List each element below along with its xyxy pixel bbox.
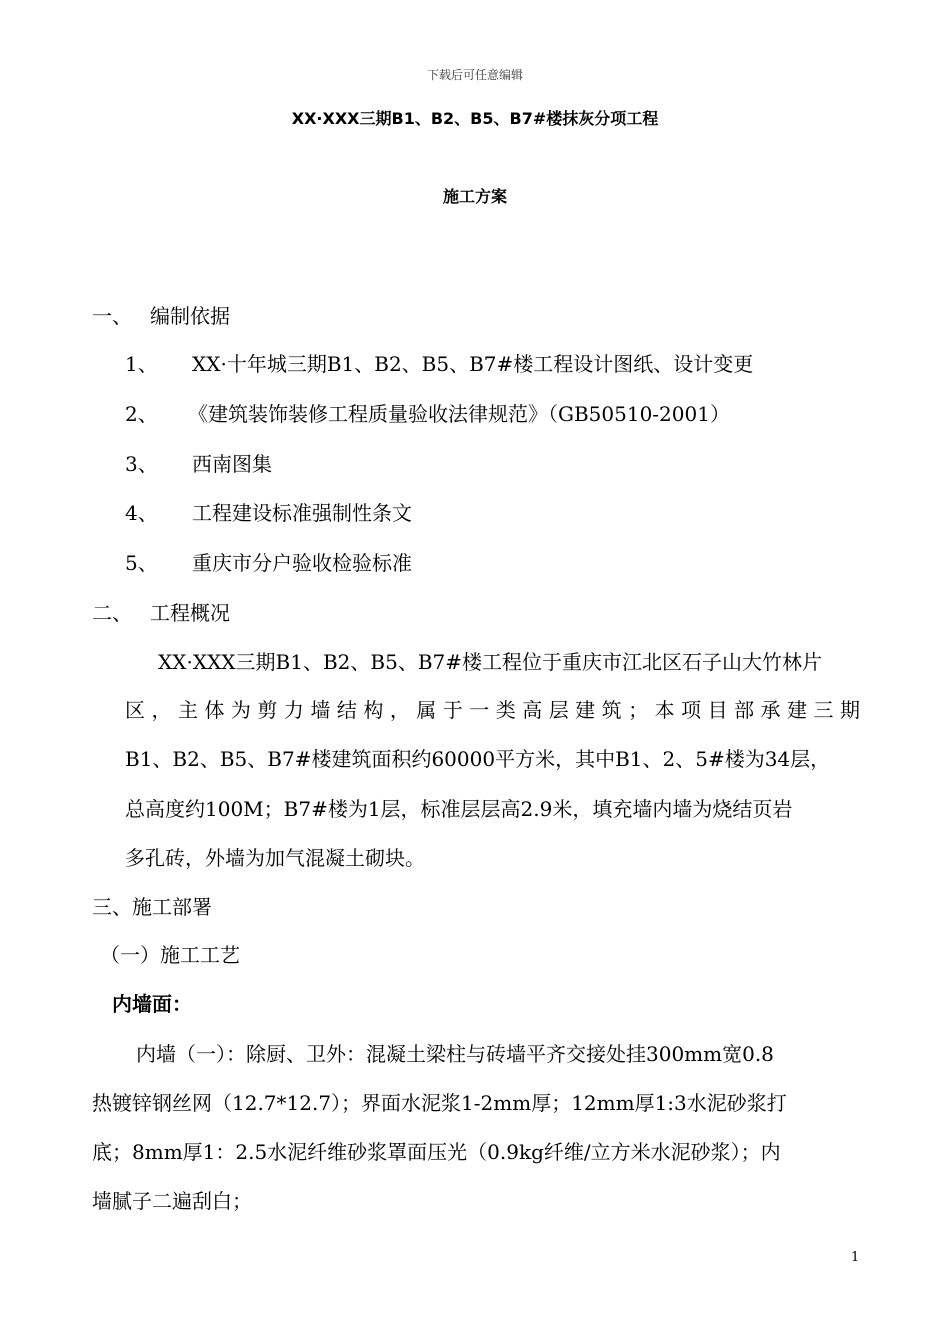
page-number: 1 <box>851 1250 860 1265</box>
inner-wall-label: 内墙面： <box>112 992 192 1016</box>
list-item-number: 2、 <box>125 402 158 426</box>
paragraph-line: XX·XXX三期B1、B2、B5、B7#楼工程位于重庆市江北区石子山大竹林片 <box>158 650 822 674</box>
section1-heading: 编制依据 <box>150 304 230 328</box>
list-item-text: XX·十年城三期B1、B2、B5、B7#楼工程设计图纸、设计变更 <box>192 352 754 376</box>
section2-heading: 工程概况 <box>150 601 230 625</box>
header-note: 下载后可任意编辑 <box>426 68 523 82</box>
list-item-text: 西南图集 <box>192 452 272 476</box>
list-item-text: 工程建设标准强制性条文 <box>192 501 412 525</box>
section2-number: 二、 <box>92 601 132 625</box>
paragraph-line: 总高度约100M；B7#楼为1层，标准层层高2.9米，填充墙内墙为烧结页岩 <box>125 797 793 821</box>
document-title: XX·XXX三期B1、B2、B5、B7#楼抹灰分项工程 <box>291 109 659 128</box>
list-item-number: 3、 <box>125 452 158 476</box>
paragraph-line: B1、B2、B5、B7#楼建筑面积约60000平方米，其中B1、2、5#楼为34层， <box>125 747 831 771</box>
section3-heading: 三、施工部署 <box>92 895 212 919</box>
list-item-text: 《建筑装饰装修工程质量验收法律规范》（GB50510-2001） <box>188 402 730 426</box>
list-item-number: 5、 <box>125 551 158 575</box>
document-subtitle: 施工方案 <box>442 187 507 206</box>
paragraph-line: 热镀锌钢丝网（12.7*12.7）；界面水泥浆1-2mm厚；12mm厚1:3水泥砂浆打 <box>92 1091 787 1115</box>
paragraph-line: 墙腻子二遍刮白； <box>92 1189 252 1213</box>
paragraph-line: 多孔砖，外墙为加气混凝土砌块。 <box>125 846 425 870</box>
section1-number: 一、 <box>92 304 132 328</box>
list-item-number: 4、 <box>125 501 158 525</box>
list-item-number: 1、 <box>125 352 158 376</box>
paragraph-line: 区，主体为剪力墙结构，属于一类高层建筑；本项目部承建三期 <box>125 698 860 722</box>
paragraph-line: 底；8mm厚1：2.5水泥纤维砂浆罩面压光（0.9kg纤维/立方米水泥砂浆）；内 <box>92 1140 781 1164</box>
section3-subheading: （一）施工工艺 <box>100 943 240 967</box>
list-item-text: 重庆市分户验收检验标准 <box>192 551 412 575</box>
paragraph-line: 内墙（一）：除厨、卫外：混凝土梁柱与砖墙平齐交接处挂300mm宽0.8 <box>136 1042 774 1066</box>
